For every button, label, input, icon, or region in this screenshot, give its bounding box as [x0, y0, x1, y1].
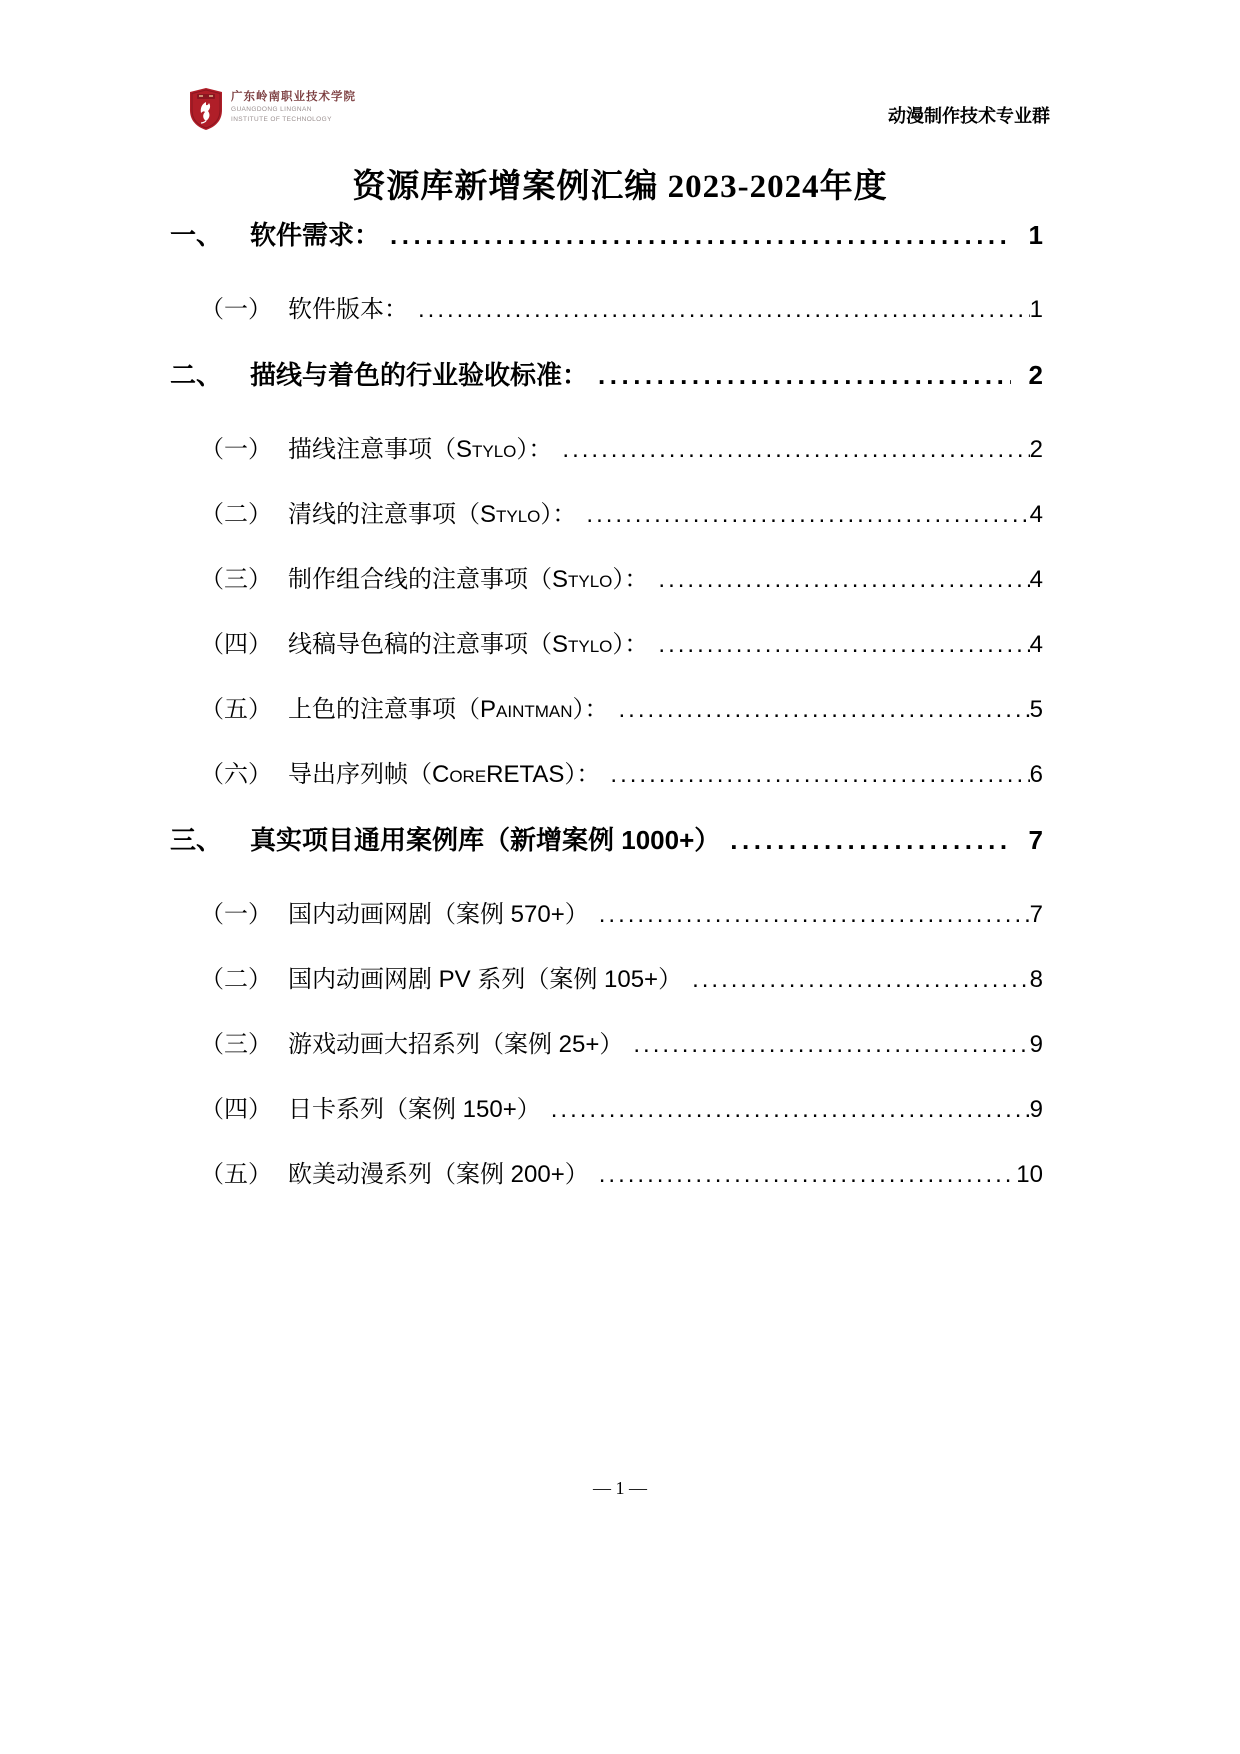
toc-entry-title [250, 356, 588, 394]
toc-page-number: 4 [1029, 566, 1043, 593]
toc-page-number: 6 [1029, 761, 1043, 788]
toc-title-text: 游戏动画大招系列（案例 25+） [288, 1031, 624, 1058]
toc-entry-number: （一） [200, 436, 272, 463]
toc-entry-title [288, 1091, 541, 1129]
toc-entry-title [288, 756, 600, 794]
toc-title-text: 软件版本： [288, 296, 408, 323]
toc-row[interactable] [170, 756, 1043, 794]
toc-entry-title [288, 291, 408, 329]
toc-software-name: Stylo [480, 501, 541, 528]
toc-dot-leader [658, 626, 1029, 664]
toc-title-suffix: ）： [516, 436, 553, 463]
toc-dot-leader [390, 216, 1011, 254]
toc-entry-number: （六） [200, 761, 272, 788]
toc-title-text: 上色的注意事项（ [288, 696, 480, 723]
toc-page-number: 9 [1029, 1031, 1043, 1058]
toc-entry-title [250, 216, 380, 254]
toc-entry-title [288, 561, 648, 599]
toc-title-text: 国内动画网剧 PV 系列（案例 105+） [288, 966, 683, 993]
toc-dot-leader [599, 896, 1030, 934]
toc-dot-leader [562, 431, 1029, 469]
toc-entry-number: （二） [200, 966, 272, 993]
toc-title-text: 制作组合线的注意事项（ [288, 566, 552, 593]
toc-dot-leader [633, 1026, 1029, 1064]
toc-title-text: 软件需求： [250, 220, 381, 250]
toc-page-number: 4 [1029, 501, 1043, 528]
toc-title-suffix: ）： [572, 696, 609, 723]
toc-dot-leader [610, 756, 1029, 794]
toc-entry-title [250, 821, 720, 859]
toc-row[interactable] [170, 691, 1043, 729]
toc-page-number: 5 [1029, 696, 1043, 723]
toc-entry-title [288, 1026, 623, 1064]
toc-entry-title [288, 1156, 589, 1194]
toc-software-name: Paintman [480, 696, 573, 723]
toc-title-suffix: ）： [612, 631, 649, 658]
toc-row[interactable] [170, 291, 1043, 329]
toc-page-number: 10 [1016, 1161, 1043, 1188]
toc-dot-leader [730, 821, 1010, 859]
school-name-block [231, 88, 356, 123]
toc-title-suffix: ）： [612, 566, 649, 593]
footer-page-number: — 1 — [593, 1478, 647, 1498]
toc-page-number: 7 [1028, 825, 1043, 855]
footer [0, 1478, 1240, 1499]
toc-entry-title [288, 896, 589, 934]
toc-entry-number: 一、 [170, 220, 223, 250]
toc-page-number: 2 [1029, 436, 1043, 463]
toc-page-number: 8 [1029, 966, 1043, 993]
toc-title-suffix: ）： [564, 761, 601, 788]
toc-entry-number: （五） [200, 1161, 272, 1188]
toc-software-name: CoreRETAS [432, 761, 565, 788]
toc-row[interactable] [170, 1156, 1043, 1194]
toc-entry-title [288, 496, 576, 534]
toc-page-number: 1 [1028, 220, 1043, 250]
toc-row[interactable] [170, 896, 1043, 934]
toc-dot-leader [418, 291, 1030, 329]
toc-row[interactable] [170, 626, 1043, 664]
header-group-label: 动漫制作技术专业群 [888, 106, 1050, 126]
toc-row[interactable] [170, 1026, 1043, 1064]
toc-page-number: 7 [1029, 901, 1043, 928]
toc-dot-leader [599, 1156, 1017, 1194]
toc-dot-leader [586, 496, 1029, 534]
toc-title-suffix: ）： [540, 501, 577, 528]
toc-dot-leader [551, 1091, 1030, 1129]
toc-title-text: 线稿导色稿的注意事项（ [288, 631, 552, 658]
toc-page-number: 1 [1029, 296, 1043, 323]
toc-title-text: 清线的注意事项（ [288, 501, 480, 528]
toc-row[interactable] [170, 1091, 1043, 1129]
toc-entry-number: （五） [200, 696, 272, 723]
page-title: 资源库新增案例汇编 2023-2024年度 [352, 169, 888, 206]
toc-entry-number: （三） [200, 1031, 272, 1058]
toc-entry-number: （一） [200, 901, 272, 928]
toc-title-text: 导出序列帧（ [288, 761, 432, 788]
toc-dot-leader [598, 356, 1011, 394]
toc-row[interactable] [170, 216, 1043, 254]
toc-row[interactable] [170, 356, 1043, 394]
toc-title-text: 描线与着色的行业验收标准： [250, 360, 589, 390]
toc-title-text: 欧美动漫系列（案例 200+） [288, 1161, 589, 1188]
toc-row[interactable] [170, 821, 1043, 859]
toc-software-name: Stylo [552, 631, 613, 658]
toc-entry-number: （二） [200, 501, 272, 528]
school-logo [190, 88, 356, 130]
toc-entry-number: （一） [200, 296, 272, 323]
toc-title-text: 描线注意事项（ [288, 436, 456, 463]
toc-title-text: 国内动画网剧（案例 570+） [288, 901, 589, 928]
toc-software-name: Stylo [456, 436, 517, 463]
toc-entry-number: （三） [200, 566, 272, 593]
toc-entry-title [288, 691, 609, 729]
shield-crane-icon [190, 88, 222, 130]
toc-row[interactable] [170, 961, 1043, 999]
toc-row[interactable] [170, 431, 1043, 469]
institute-name-cn: 广东岭南职业技术学院 [231, 91, 356, 103]
toc-entry-number: （四） [200, 631, 272, 658]
toc-entry-number: 三、 [170, 825, 223, 855]
toc-row[interactable] [170, 561, 1043, 599]
toc-software-name: Stylo [552, 566, 613, 593]
institute-name-en-line2: INSTITUTE OF TECHNOLOGY [231, 115, 332, 123]
institute-name-en-line1: GUANGDONG LINGNAN [231, 106, 312, 114]
toc-dot-leader [619, 691, 1030, 729]
toc-dot-leader [658, 561, 1029, 599]
toc-page-number: 2 [1028, 360, 1043, 390]
toc-page-number: 9 [1029, 1096, 1043, 1123]
toc-page-number: 4 [1029, 631, 1043, 658]
toc-entry-number: 二、 [170, 360, 223, 390]
toc-title-text: 真实项目通用案例库（新增案例 1000+） [250, 825, 721, 855]
toc-entry-number: （四） [200, 1096, 272, 1123]
toc-row[interactable] [170, 496, 1043, 534]
toc-title-text: 日卡系列（案例 150+） [288, 1096, 541, 1123]
toc-entry-title [288, 626, 648, 664]
toc-entry-title [288, 431, 552, 469]
toc-dot-leader [692, 961, 1030, 999]
table-of-contents [170, 206, 1043, 1221]
toc-entry-title [288, 961, 682, 999]
